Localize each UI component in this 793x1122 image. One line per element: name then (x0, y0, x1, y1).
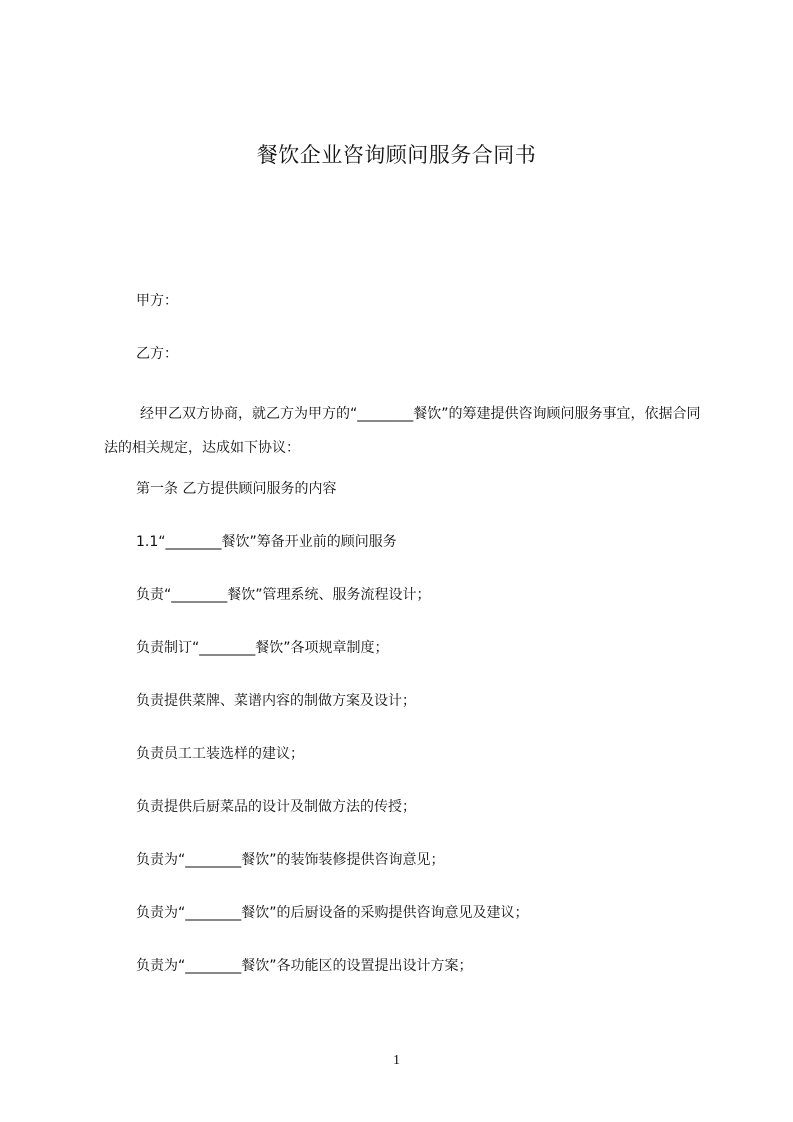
list-item: 负责提供后厨菜品的设计及制做方法的传授； (136, 799, 416, 815)
list-item: 负责提供菜牌、菜谱内容的制做方案及设计； (136, 693, 416, 709)
document-title: 餐饮企业咨询顾问服务合同书 (256, 143, 537, 167)
list-item: 负责“________餐饮”管理系统、服务流程设计； (136, 587, 431, 603)
intro-paragraph: 经甲乙双方协商，就乙方为甲方的“________餐饮”的筹建提供咨询顾问服务事宜，依据合同法的相关规定，达成如下协议： (104, 406, 701, 456)
party-a-label: 甲方： (136, 293, 178, 309)
article-1-heading: 第一条 乙方提供顾问服务的内容 (136, 481, 337, 497)
list-item: 负责为“________餐饮”的装饰装修提供咨询意见； (136, 852, 445, 868)
list-item: 负责为“________餐饮”的后厨设备的采购提供咨询意见及建议； (136, 905, 529, 921)
list-item: 负责为“________餐饮”各功能区的设置提出设计方案； (136, 958, 473, 974)
party-b-label: 乙方： (136, 346, 178, 362)
section-1-1-heading: 1.1“________餐饮”筹备开业前的顾问服务 (136, 534, 397, 550)
list-item: 负责制订“________餐饮”各项规章制度； (136, 640, 389, 656)
page-number: 1 (393, 1053, 400, 1068)
list-item: 负责员工工装选样的建议； (136, 746, 304, 762)
